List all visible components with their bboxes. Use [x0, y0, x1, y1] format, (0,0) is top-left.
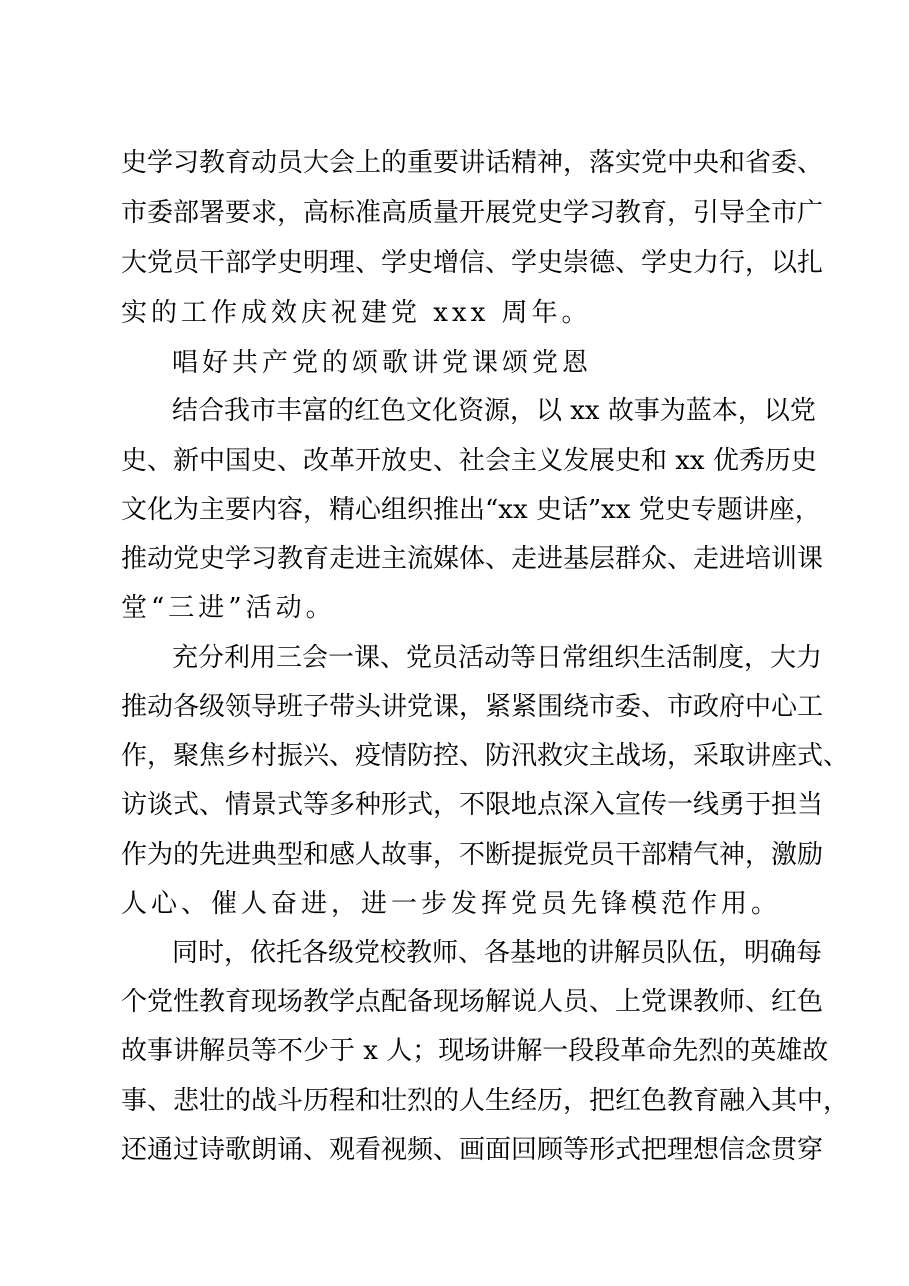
text-line: 个党性教育现场教学点配备现场解说人员、上党课教师、红色: [121, 987, 824, 1017]
text-line: 推动党史学习教育走进主流媒体、走进基层群众、走进培训课: [121, 544, 824, 574]
text-line: 访谈式、情景式等多种形式，不限地点深入宣传一线勇于担当: [121, 790, 824, 820]
text-line: 推动各级领导班子带头讲党课，紧紧围绕市委、市政府中心工: [121, 692, 824, 722]
text-line: 史学习教育动员大会上的重要讲话精神，落实党中央和省委、: [121, 148, 824, 178]
text-line: 充分利用三会一课、党员活动等日常组织生活制度，大力: [172, 643, 823, 673]
text-line: 实的工作成效庆祝建党 xxx 周年。: [121, 298, 592, 328]
text-line: 堂“三进”活动。: [121, 593, 336, 623]
text-line: 作，聚焦乡村振兴、疫情防控、防汛救灾主战场，采取讲座式、: [121, 741, 850, 771]
text-line: 人心、催人奋进，进一步发挥党员先锋模范作用。: [121, 889, 782, 919]
text-line: 事、悲壮的战斗历程和壮烈的人生经历，把红色教育融入其中，: [121, 1086, 850, 1116]
text-line: 大党员干部学史明理、学史增信、学史崇德、学史力行，以扎: [121, 248, 824, 278]
text-line: 作为的先进典型和感人故事，不断提振党员干部精气神，激励: [121, 840, 824, 870]
text-line: 还通过诗歌朗诵、观看视频、画面回顾等形式把理想信念贯穿: [121, 1135, 824, 1165]
text-line: 故事讲解员等不少于 x 人；现场讲解一段段革命先烈的英雄故: [121, 1036, 829, 1066]
text-line: 史、新中国史、改革开放史、社会主义发展史和 xx 优秀历史: [121, 446, 817, 476]
text-line: 文化为主要内容，精心组织推出“xx 史话”xx 党史专题讲座，: [121, 495, 821, 525]
text-line: 同时，依托各级党校教师、各基地的讲解员队伍，明确每: [172, 938, 823, 968]
text-line: 结合我市丰富的红色文化资源，以 xx 故事为蓝本，以党: [172, 396, 816, 426]
section-heading: 唱好共产党的颂歌讲党课颂党恩: [172, 348, 593, 378]
text-line: 市委部署要求，高标准高质量开展党史学习教育，引导全市广: [121, 198, 824, 228]
